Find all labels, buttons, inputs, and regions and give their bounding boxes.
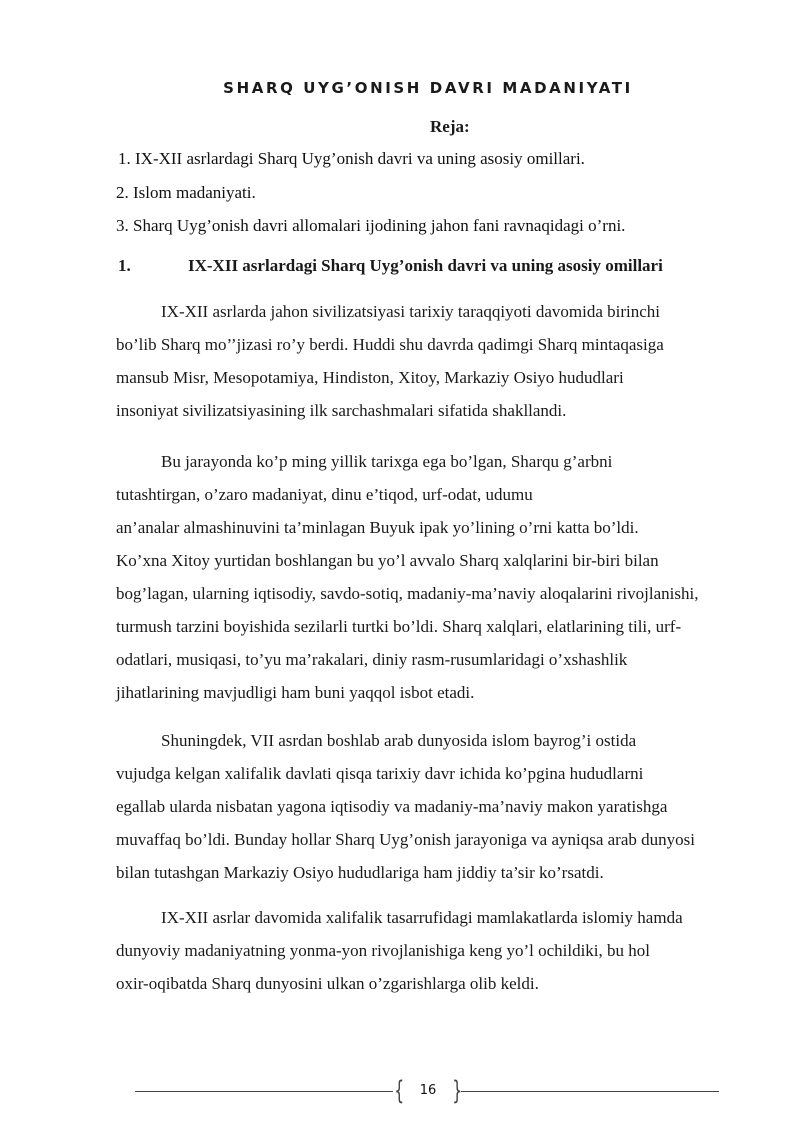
paragraph-line: bo’lib Sharq mo’’jizasi ro’y berdi. Huddi shu davrda qadimgi Sharq mintaqasiga (116, 335, 664, 354)
paragraph-line: vujudga kelgan xalifalik davlati qisqa tarixiy davr ichida ko’pgina hududlarni (116, 764, 644, 783)
right-brace-icon: } (452, 1076, 463, 1106)
paragraph-line: Shuningdek, VII asrdan boshlab arab dunyosida islom bayrog’i ostida (161, 731, 637, 750)
paragraph-line: Ko’xna Xitoy yurtidan boshlangan bu yo’l avvalo Sharq xalqlarini bir-biri bilan (116, 551, 659, 570)
paragraph-line: Bu jarayonda ko’p ming yillik tarixga ega bo’lgan, Sharqu g’arbni (161, 452, 613, 471)
footer-rule-left (135, 1091, 393, 1092)
paragraph-2 (116, 445, 756, 709)
paragraph-line: bilan tutashgan Markaziy Osiyo hududlariga ham jiddiy ta’sir ko’rsatdi. (116, 863, 604, 882)
section-number: 1. (118, 256, 131, 275)
paragraph-3 (116, 724, 756, 889)
paragraph-line: tutashtirgan, o’zaro madaniyat, dinu e’tiqod, urf-odat, udumu (116, 485, 533, 504)
left-brace-icon: { (394, 1076, 405, 1106)
paragraph-line: jihatlarining mavjudligi ham buni yaqqol isbot etadi. (116, 683, 475, 702)
paragraph-1 (116, 295, 756, 427)
paragraph-line: oxir-oqibatda Sharq dunyosini ulkan o’zgarishlarga olib keldi. (116, 974, 539, 993)
paragraph-line: an’analar almashinuvini ta’minlagan Buyuk ipak yo’lining o’rni katta bo’ldi. (116, 518, 639, 537)
paragraph-4 (116, 901, 756, 1000)
paragraph-line: dunyoviy madaniyatning yonma-yon rivojlanishiga keng yo’l ochildiki, bu hol (116, 941, 651, 960)
plan-item-2: 2. Islom madaniyati. (116, 183, 256, 202)
paragraph-line: mansub Misr, Mesopotamiya, Hindiston, Xitoy, Markaziy Osiyo hududlari (116, 368, 624, 387)
paragraph-line: insoniyat sivilizatsiyasining ilk sarchashmalari sifatida shakllandi. (116, 401, 567, 420)
page-footer (0, 1075, 800, 1109)
section-heading (118, 256, 758, 276)
footer-rule-right (461, 1091, 719, 1092)
page-number: 16 (419, 1083, 437, 1098)
paragraph-line: turmush tarzini boyishida sezilarli turtki bo’ldi. Sharq xalqlari, elatlarining tili, urf- (116, 617, 682, 636)
document-title: SHARQ UYG’ONISH DAVRI MADANIYATI (223, 79, 633, 97)
plan-label: Reja: (430, 117, 470, 136)
paragraph-line: IX-XII asrlarda jahon sivilizatsiyasi tarixiy taraqqiyoti davomida birinchi (161, 302, 660, 321)
paragraph-line: IX-XII asrlar davomida xalifalik tasarrufidagi mamlakatlarda islomiy hamda (161, 908, 683, 927)
paragraph-line: odatlari, musiqasi, to’yu ma’rakalari, diniy rasm-rusumlaridagi o’xshashlik (116, 650, 628, 669)
paragraph-line: bog’lagan, ularning iqtisodiy, savdo-sotiq, madaniy-ma’naviy aloqalarini rivojlanishi, (116, 584, 699, 603)
paragraph-line: egallab ularda nisbatan yagona iqtisodiy va madaniy-ma’naviy makon yaratishga (116, 797, 668, 816)
section-heading-text: IX-XII asrlardagi Sharq Uyg’onish davri va uning asosiy omillari (188, 256, 663, 275)
paragraph-line: muvaffaq bo’ldi. Bunday hollar Sharq Uyg’onish jarayoniga va ayniqsa arab dunyosi (116, 830, 695, 849)
plan-item-1: 1. IX-XII asrlardagi Sharq Uyg’onish davri va uning asosiy omillari. (118, 149, 585, 168)
plan-item-3: 3. Sharq Uyg’onish davri allomalari ijodining jahon fani ravnaqidagi o’rni. (116, 216, 626, 235)
